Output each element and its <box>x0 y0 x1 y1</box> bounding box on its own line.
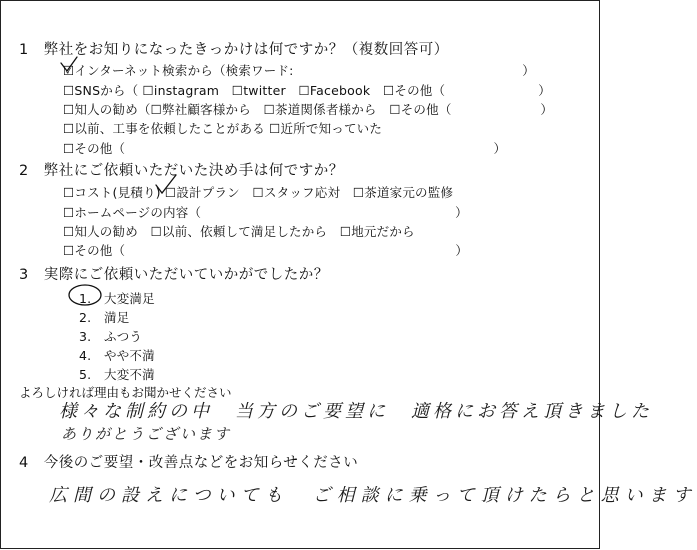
q3-option-5[interactable]: 5. 大変不満 <box>79 367 155 382</box>
q1-option-referral[interactable]: ☐知人の勧め（☐弊社顧客様から ☐茶道関係者様から ☐その他（ ） <box>63 102 554 117</box>
q3-option-4[interactable]: 4. やや不満 <box>79 348 155 363</box>
reason-prompt: よろしければ理由もお聞かせください <box>19 385 232 400</box>
q2-option-referral-local[interactable]: ☐知人の勧め ☐以前、依頼して満足したから ☐地元だから <box>63 224 415 239</box>
q2-option-cost-plan-staff[interactable]: ☐コスト(見積り) ☐設計プラン ☐スタッフ応対 ☐茶道家元の監修 <box>63 185 454 200</box>
q2-option-other[interactable]: ☐その他（ ） <box>63 243 469 258</box>
q3-option-2[interactable]: 2. 満足 <box>79 310 130 325</box>
question-2-title: 2 弊社にご依頼いただいた決め手は何ですか？ <box>19 163 344 179</box>
q3-option-1[interactable]: 1. 大変満足 <box>79 291 155 306</box>
q3-option-3[interactable]: 3. ふつう <box>79 329 143 344</box>
question-4-title: 4 今後のご要望・改善点などをお知らせください <box>19 455 359 471</box>
handwritten-request-answer: 広間の設えについても ご相談に乗って頂けたらと思います <box>49 485 697 506</box>
q2-option-website[interactable]: ☐ホームページの内容（ ） <box>63 205 468 220</box>
q1-option-sns[interactable]: ☐SNSから（ ☐instagram ☐twitter ☐Facebook ☐その他（ ） <box>63 83 551 98</box>
question-1-title: 1 弊社をお知りになったきっかけは何ですか？（複数回答可） <box>19 42 449 58</box>
q1-option-other[interactable]: ☐その他（ ） <box>63 141 507 156</box>
handwritten-reason-line-1: 様々な制約の中 当方のご要望に 適格にお答え頂きました <box>59 401 653 422</box>
q1-option-internet-search[interactable]: ☑インターネット検索から（検索ワード: ） <box>63 63 535 78</box>
handwritten-reason-line-2: ありがとうございます <box>61 425 232 443</box>
q1-option-previous-or-nearby[interactable]: ☐以前、工事を依頼したことがある ☐近所で知っていた <box>63 121 383 136</box>
question-3-title: 3 実際にご依頼いただいていかがでしたか？ <box>19 267 329 283</box>
